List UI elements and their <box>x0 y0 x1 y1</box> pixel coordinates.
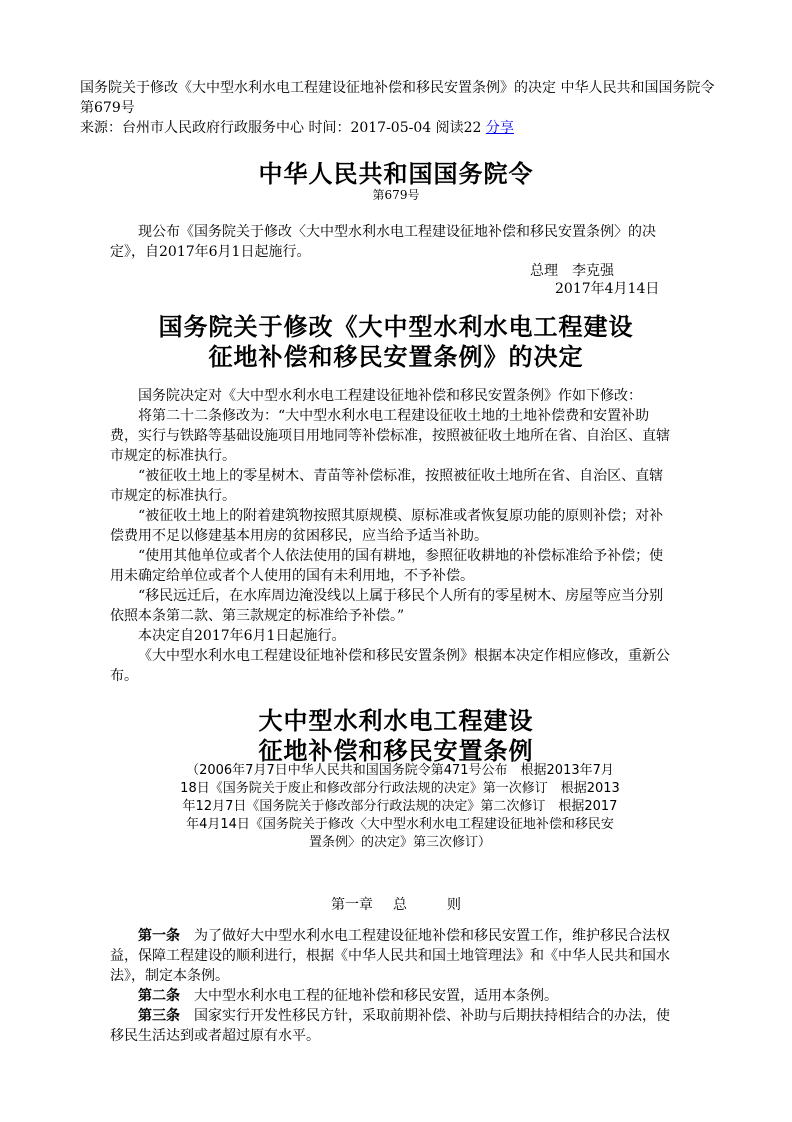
order-number: 第679号 <box>372 188 420 202</box>
chapter-word: 则 <box>447 897 461 913</box>
order-heading: 中华人民共和国国务院令 <box>258 159 534 188</box>
regulation-title <box>0 706 792 766</box>
decision-paragraph: “被征收土地上的附着建筑物按照其原规模、原标准或者恢复原功能的原则补偿；对补偿费用不足以修建基本用房的贫困移民，应当给予适当补助。 <box>110 508 664 544</box>
decision-paragraph: 国务院决定对《大中型水利水电工程建设征地补偿和移民安置条例》作如下修改： <box>138 388 642 404</box>
article-label: 第一条 <box>138 928 180 944</box>
decision-paragraph: “移民远迁后，在水库周边淹没线以上属于移民个人所有的零星树木、房屋等应当分别依照本条第二款、第三款规定的标准给予补偿。” <box>110 588 664 624</box>
decision-paragraph: “使用其他单位或者个人依法使用的国有耕地，参照征收耕地的补偿标准给予补偿；使用未确定给单位或者个人使用的国有未利用地，不予补偿。 <box>110 548 664 584</box>
article-text: 大中型水利水电工程的征地补偿和移民安置，适用本条例。 <box>194 988 558 1004</box>
decision-body <box>110 386 675 686</box>
article <box>110 926 675 986</box>
decision-paragraph: 将第二十二条修改为：“大中型水利水电工程建设征收土地的土地补偿费和安置补助费，实行与铁路等基础设施项目用地同等补偿标准，按照被征收土地所在省、自治区、直辖市规定的标准执行。 <box>110 408 670 464</box>
source-meta: 来源：台州市人民政府行政服务中心 时间：2017-05-04 阅读22 <box>80 120 482 136</box>
regulation-title-line1: 大中型水利水电工程建设 <box>258 706 534 735</box>
decision-title <box>0 312 792 372</box>
revision-note: （2006年7月7日中华人民共和国国务院令第471号公布 根据2013年7月18日《国务院关于废止和修改部分行政法规的决定》第一次修订 根据2013年12月7日《国务院关于修改部分行政法规的决定》第二次修订 根据2017年4月14日《国务院关于修改〈大中型水利水电工程建设征地补偿和移民安置条例〉的决定》第三次修订） <box>180 763 620 850</box>
source-line <box>80 118 720 138</box>
article-title-line: 国务院关于修改《大中型水利水电工程建设征地补偿和移民安置条例》的决定 中华人民共和国国务院令第679号 <box>80 80 715 116</box>
chapter-heading <box>0 894 792 914</box>
article-text: 国家实行开发性移民方针，采取前期补偿、补助与后期扶持相结合的办法，使移民生活达到或者超过原有水平。 <box>110 1008 670 1044</box>
chapter-label: 第一章 <box>331 897 373 913</box>
article <box>110 1006 675 1046</box>
decision-paragraph: 本决定自2017年6月1日起施行。 <box>138 628 346 644</box>
regulation-title-line2: 征地补偿和移民安置条例 <box>258 736 534 765</box>
chapter-word: 总 <box>393 897 407 913</box>
decision-title-line1: 国务院关于修改《大中型水利水电工程建设 <box>158 312 634 341</box>
articles <box>110 926 675 1046</box>
decision-title-line2: 征地补偿和移民安置条例》的决定 <box>208 342 584 371</box>
decision-paragraph: 《大中型水利水电工程建设征地补偿和移民安置条例》根据本决定作相应修改，重新公布。 <box>110 648 670 684</box>
page-header <box>80 78 720 138</box>
article <box>110 986 675 1006</box>
signatory: 总理 李克强 <box>530 263 614 279</box>
article-label: 第三条 <box>138 1008 180 1024</box>
share-link[interactable]: 分享 <box>485 120 514 136</box>
signature-date: 2017年4月14日 <box>555 281 660 297</box>
decision-paragraph: “被征收土地上的零星树木、青苗等补偿标准，按照被征收土地所在省、自治区、直辖市规定的标准执行。 <box>110 468 664 504</box>
article-text: 为了做好大中型水利水电工程建设征地补偿和移民安置工作，维护移民合法权益，保障工程建设的顺利进行，根据《中华人民共和国土地管理法》和《中华人民共和国水法》，制定本条例。 <box>110 928 670 984</box>
article-label: 第二条 <box>138 988 180 1004</box>
promulgation-text: 现公布《国务院关于修改〈大中型水利水电工程建设征地补偿和移民安置条例〉的决定》，自2017年6月1日起施行。 <box>110 224 656 260</box>
